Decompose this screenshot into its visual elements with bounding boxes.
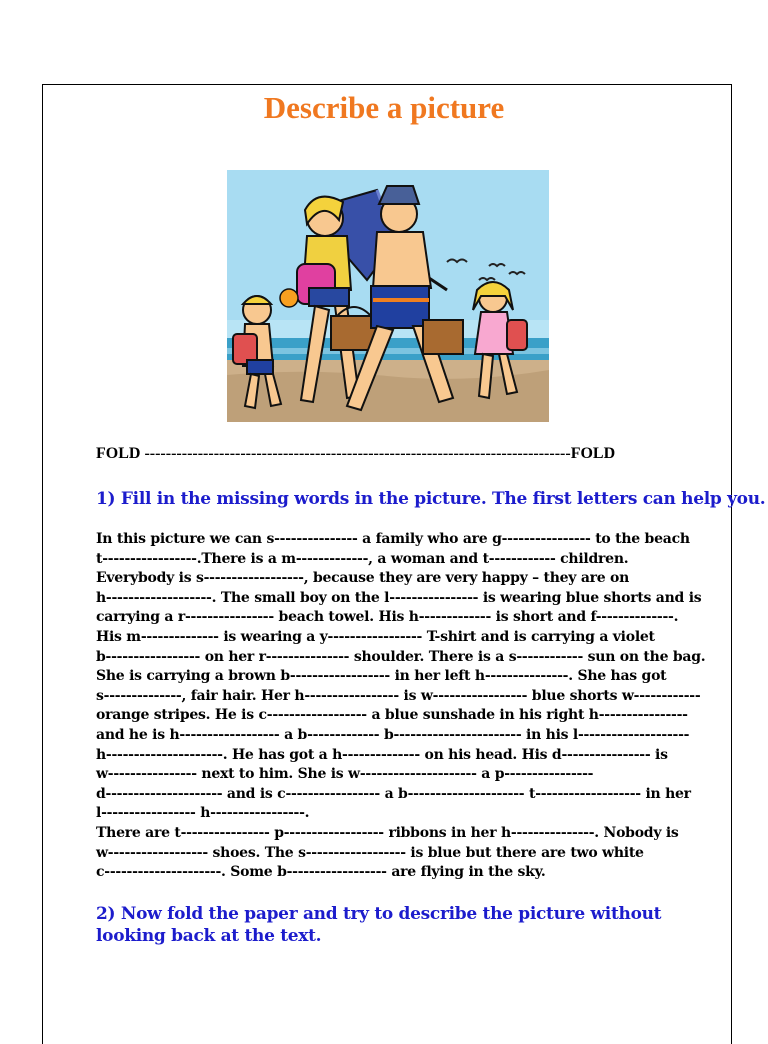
text-line: In this picture we can s--------------- a family who are g---------------- to the beach [96, 531, 690, 547]
text-line: Everybody is s------------------, because they are very happy – they are on [96, 570, 630, 587]
text-line: b----------------- on her r--------------- shoulder. There is a s------------ sun on the bag. [96, 648, 706, 665]
text-line: His m-------------- is wearing a y----------------- T-shirt and is carrying a violet [96, 628, 655, 645]
instruction-2: 2) Now fold the paper and try to describe the picture without looking back at the text. [96, 904, 662, 946]
text-line: s--------------, fair hair. Her h----------------- is w----------------- blue shorts w------------ [96, 687, 701, 704]
fold-line: FOLD --------------------------------------------------------------------------------FOLD [96, 445, 616, 462]
family-beach-illustration [227, 170, 549, 422]
text-line: t-----------------.There is a m-------------, a woman and t------------ children. [96, 550, 629, 567]
text-line: w---------------- next to him. She is w--------------------- a p---------------- [96, 766, 594, 783]
text-line: h-------------------. The small boy on the l---------------- is wearing blue shorts and is [96, 589, 702, 606]
instruction-1: 1) Fill in the missing words in the picture. The first letters can help you. [96, 489, 766, 509]
text-line: h---------------------. He has got a h-------------- on his head. His d---------------- is [96, 746, 668, 763]
text-line: l----------------- h-----------------. [96, 805, 310, 822]
text-line: carrying a r---------------- beach towel. His h------------- is short and f--------------. [96, 609, 679, 626]
text-line: There are t---------------- p------------------ ribbons in her h---------------. Nobody is [96, 824, 679, 841]
text-line: w------------------ shoes. The s------------------ is blue but there are two white [96, 844, 644, 861]
text-line: d--------------------- and is c----------------- a b--------------------- t------------------- in her [96, 785, 691, 802]
text-line: c---------------------. Some b------------------ are flying in the sky. [96, 864, 546, 881]
text-line: orange stripes. He is c------------------ a blue sunshade in his right h---------------- [96, 707, 688, 724]
page-title: Describe a picture [263, 90, 505, 125]
text-line: and he is h------------------ a b------------- b----------------------- in his l-------------------- [96, 726, 690, 743]
cloze-paragraph [96, 530, 736, 883]
text-line: She is carrying a brown b------------------ in her left h---------------. She has got [96, 668, 667, 685]
